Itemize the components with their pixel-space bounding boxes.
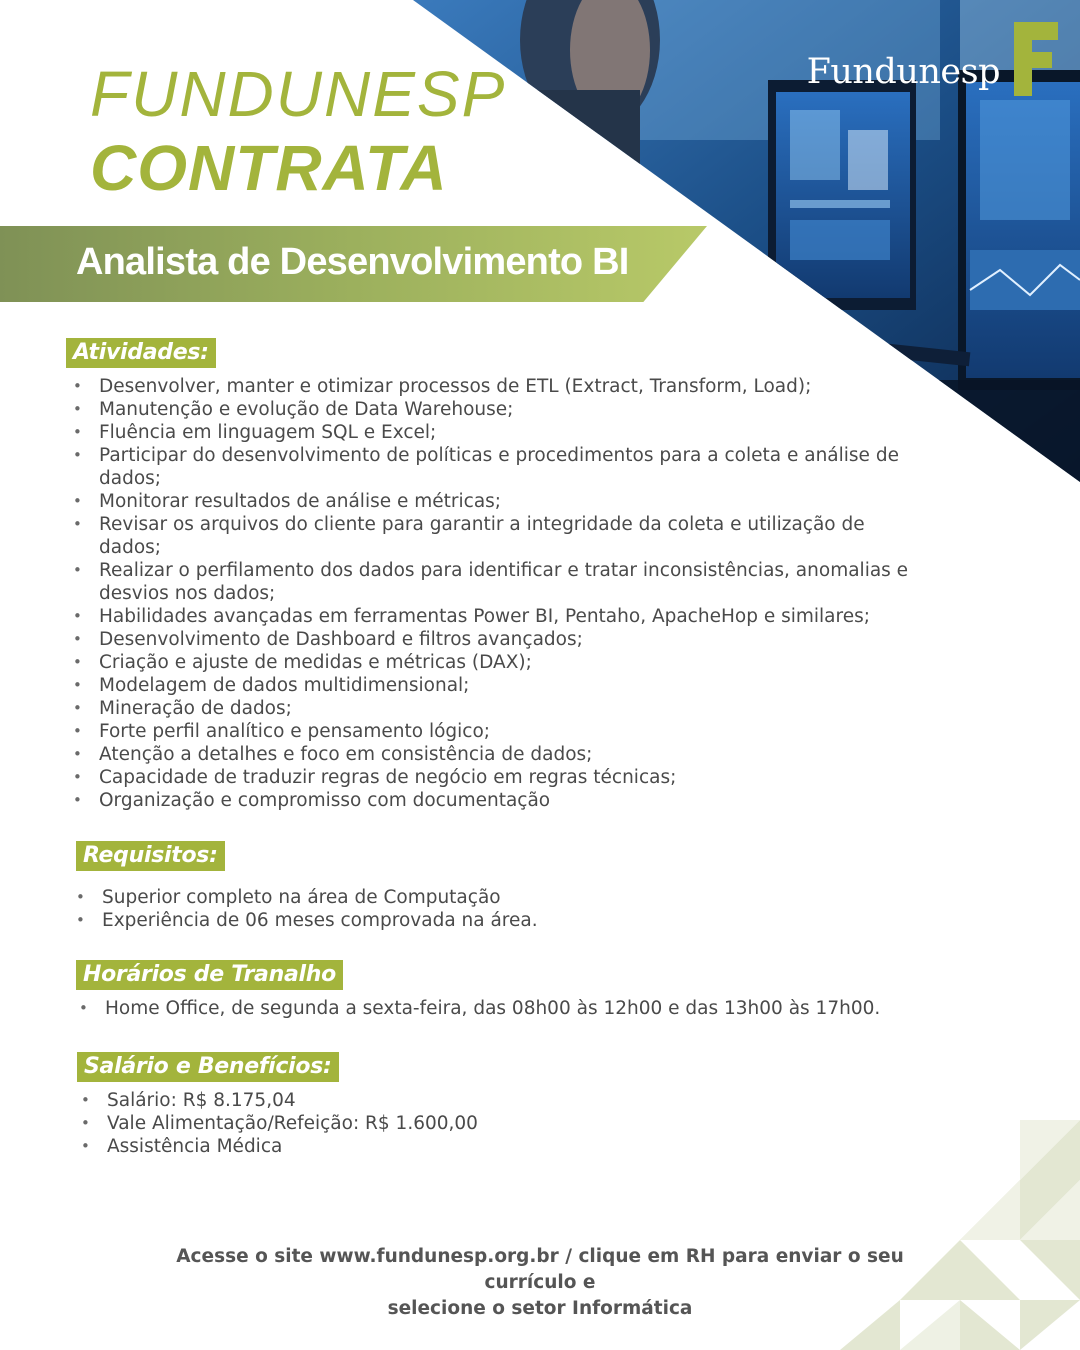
list-item: • Atenção a detalhes e foco em consistência de dados;	[71, 743, 911, 766]
headline-contrata: CONTRATA	[90, 132, 448, 204]
list-item: • Capacidade de traduzir regras de negócio em regras técnicas;	[71, 766, 911, 789]
list-item: • Desenvolver, manter e otimizar processos de ETL (Extract, Transform, Load);	[71, 375, 911, 398]
section-label-activities: Atividades:	[66, 338, 216, 368]
list-item: • Home Office, de segunda a sexta-feira, das 08h00 às 12h00 e das 13h00 às 17h00.	[77, 997, 977, 1020]
activities-list	[71, 375, 911, 812]
salary-list	[79, 1089, 919, 1158]
fundunesp-f-logo-icon	[1014, 22, 1058, 96]
footer-line-2: selecione o setor Informática	[387, 1298, 693, 1319]
list-item: • Desenvolvimento de Dashboard e filtros avançados;	[71, 628, 911, 651]
section-label-salary: Salário e Benefícios:	[77, 1052, 339, 1082]
footer-instructions	[140, 1244, 940, 1322]
list-item: • Revisar os arquivos do cliente para garantir a integridade da coleta e utilização de dados;	[71, 513, 911, 559]
headline-fundunesp: FUNDUNESP	[90, 58, 507, 130]
list-item: • Realizar o perfilamento dos dados para identificar e tratar inconsistências, anomalias e desvios nos dados;	[71, 559, 911, 605]
section-label-requirements: Requisitos:	[76, 841, 225, 871]
job-title: Analista de Desenvolvimento BI	[76, 241, 629, 283]
list-item: • Participar do desenvolvimento de políticas e procedimentos para a coleta e análise de dados;	[71, 444, 911, 490]
list-item: • Habilidades avançadas em ferramentas Power BI, Pentaho, ApacheHop e similares;	[71, 605, 911, 628]
requirements-list	[74, 886, 914, 932]
brand-logo	[807, 22, 1058, 96]
list-item: • Fluência em linguagem SQL e Excel;	[71, 421, 911, 444]
list-item: • Modelagem de dados multidimensional;	[71, 674, 911, 697]
list-item: • Salário: R$ 8.175,04	[79, 1089, 919, 1112]
list-item: • Experiência de 06 meses comprovada na área.	[74, 909, 914, 932]
section-label-schedule: Horários de Tranalho	[76, 960, 343, 990]
list-item: • Superior completo na área de Computação	[74, 886, 914, 909]
brand-name: Fundunesp	[806, 52, 1000, 92]
schedule-list	[77, 997, 977, 1020]
footer-line-1: Acesse o site www.fundunesp.org.br / clique em RH para enviar o seu currículo e	[176, 1246, 904, 1293]
list-item: • Monitorar resultados de análise e métricas;	[71, 490, 911, 513]
list-item: • Criação e ajuste de medidas e métricas (DAX);	[71, 651, 911, 674]
list-item: • Organização e compromisso com documentação	[71, 789, 911, 812]
list-item: • Forte perfil analítico e pensamento lógico;	[71, 720, 911, 743]
list-item: • Mineração de dados;	[71, 697, 911, 720]
list-item: • Assistência Médica	[79, 1135, 919, 1158]
list-item: • Vale Alimentação/Refeição: R$ 1.600,00	[79, 1112, 919, 1135]
list-item: • Manutenção e evolução de Data Warehouse;	[71, 398, 911, 421]
